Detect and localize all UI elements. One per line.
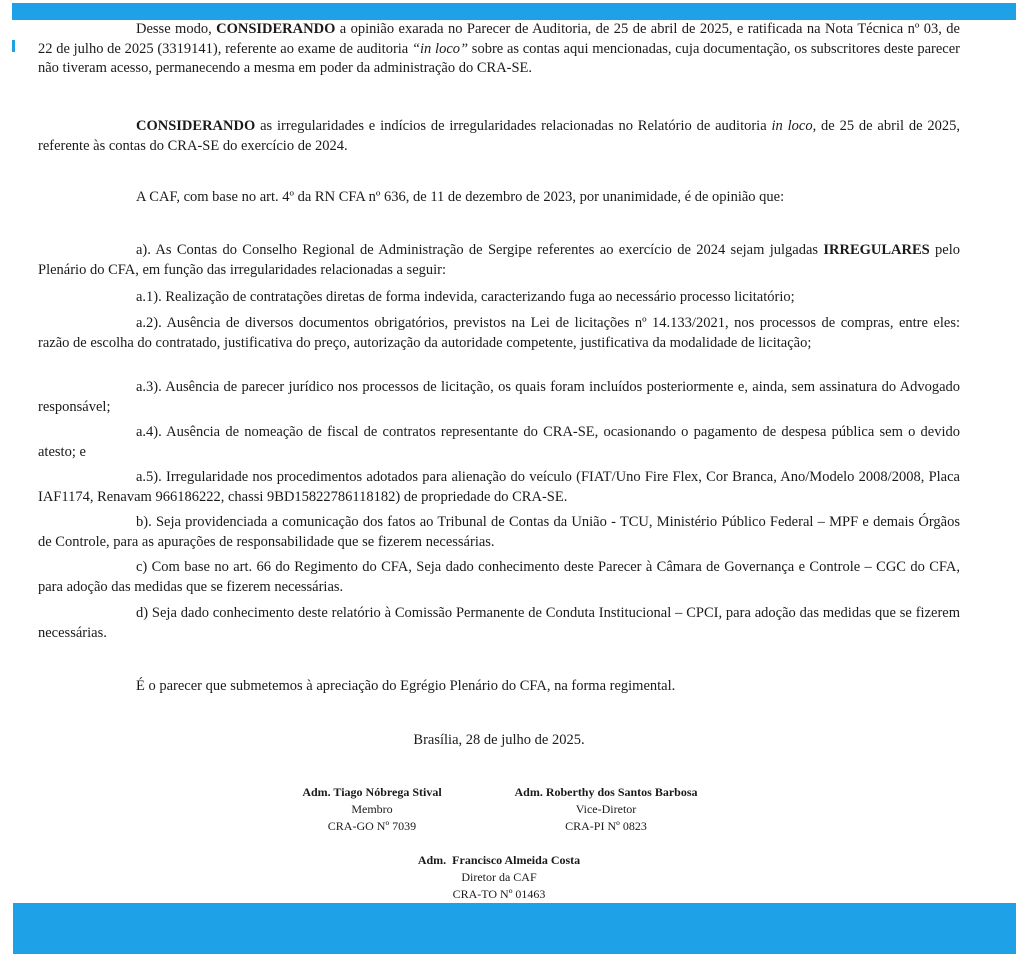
signer-role: Vice-Diretor — [575, 802, 637, 816]
date-line: Brasília, 28 de julho de 2025. — [413, 732, 585, 748]
paragraph-considerando-1: Desse modo, CONSIDERANDO a opinião exarada no Parecer de Auditoria, de 25 de abril de 2025, e ratificada na Nota Técnica nº 03, de 22 de julho de 2025 (3319141), referente ao exame de auditoria “in loco” sobre as contas aqui mencionadas, cuja documentação, os subscritores deste parecer não tiveram acesso, permanecendo a mesma em poder da administração do CRA-SE. — [38, 21, 960, 76]
item-a4: a.4). Ausência de nomeação de fiscal de contratos representante do CRA-SE, ocasionando o pagamento de despesa pública sem o devido atesto; e — [38, 424, 960, 460]
signer-name: Adm. Francisco Almeida Costa — [417, 853, 581, 867]
signer-role: Diretor da CAF — [461, 870, 537, 884]
signer-registration: CRA-TO Nº 01463 — [452, 887, 546, 901]
item-b: b). Seja providenciada a comunicação dos fatos ao Tribunal de Contas da União - TCU, Ministério Público Federal – MPF e demais Órgãos de Controle, para as apurações de responsabilidade que se fizerem necessárias. — [38, 514, 960, 550]
closing-paragraph: É o parecer que submetemos à apreciação do Egrégio Plenário do CFA, na forma regimental. — [136, 678, 676, 694]
item-a: a). As Contas do Conselho Regional de Administração de Sergipe referentes ao exercício de 2024 sejam julgadas IRREGULARES pelo Plenário do CFA, em função das irregularidades relacionadas a seguir: — [38, 242, 961, 278]
paragraph-caf-opinion: A CAF, com base no art. 4º da RN CFA nº 636, de 11 de dezembro de 2023, por unanimidade, é de opinião que: — [136, 189, 785, 205]
item-a2: a.2). Ausência de diversos documentos obrigatórios, previstos na Lei de licitações nº 14.133/2021, nos processos de compras, entre eles: razão de escolha do contratado, justificativa do preço, autorização da autoridade competente, justificativa da modalidade de licitação; — [38, 315, 960, 351]
signature-block-1 — [262, 784, 482, 835]
signer-role: Membro — [351, 802, 393, 816]
paragraph-considerando-2: CONSIDERANDO as irregularidades e indícios de irregularidades relacionadas no Relatório de auditoria in loco, de 25 de abril de 2025, referente às contas do CRA-SE do exercício de 2024. — [38, 118, 960, 154]
item-a5: a.5). Irregularidade nos procedimentos adotados para alienação do veículo (FIAT/Uno Fire Flex, Cor Branca, Ano/Modelo 2008/2008, Placa IAF1174, Renavam 966186222, chassi 9BD15822786118182) de propriedade do CRA-SE. — [38, 469, 960, 505]
item-d: d) Seja dado conhecimento deste relatório à Comissão Permanente de Conduta Institucional – CPCI, para adoção das medidas que se fizerem necessárias. — [38, 605, 960, 641]
signer-registration: CRA-PI Nº 0823 — [565, 819, 647, 833]
item-a3: a.3). Ausência de parecer jurídico nos processos de licitação, os quais foram incluídos posteriormente e, ainda, sem assinatura do Advogado responsável; — [38, 379, 960, 415]
signature-block-2 — [486, 784, 726, 835]
signer-name: Adm. Roberthy dos Santos Barbosa — [514, 785, 698, 799]
signature-block-3 — [384, 852, 614, 903]
item-c: c) Com base no art. 66 do Regimento do CFA, Seja dado conhecimento deste Parecer à Câmara de Governança e Controle – CGC do CFA, para adoção das medidas que se fizerem necessárias. — [38, 559, 960, 595]
item-a1: a.1). Realização de contratações diretas de forma indevida, caracterizando fuga ao necessário processo licitatório; — [136, 289, 795, 305]
bottom-accent-bar — [13, 903, 1016, 954]
top-accent-bar — [12, 3, 1016, 20]
signer-registration: CRA-GO Nº 7039 — [327, 819, 417, 833]
left-accent-mark — [12, 40, 15, 52]
signer-name: Adm. Tiago Nóbrega Stival — [302, 785, 442, 799]
